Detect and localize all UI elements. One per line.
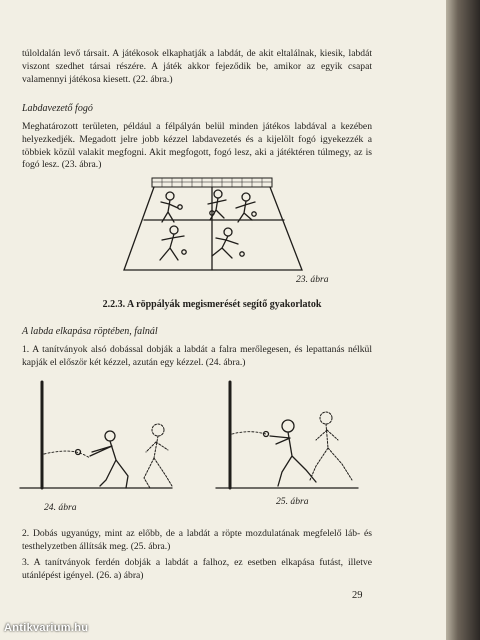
paragraph-exercise-1: 1. A tanítványok alsó dobással dobják a labdát a falra merőlegesen, és lepattanás nélkül kapják el először két kézzel, azután egy kézzel. (24. ábra.) <box>22 344 372 368</box>
paragraph-game-end: túloldalán levő társait. A játékosok elkaphatják a labdát, de akit eltalálnak, kiesik, labdát viszont szedhet társai részére. A játék akkor fejeződik be, amikor az egyik csapat valamennyi játékosa kiesett. (22. ábra.) <box>22 48 372 85</box>
caption-figure-24: 24. ábra <box>44 502 77 513</box>
heading-catch-at-wall: A labda elkapása röptében, falnál <box>22 326 158 337</box>
paragraph-dribble-tag: Meghatározott területen, például a félpályán belül minden játékos labdával a kezében helyezkedjék. Megadott jelre jobb kézzel labdavezetés és a kijelölt fogó igyekezzék a többiek közül valakit megfogni. Akit megfogott, fogó lesz, aki a játéktéren túlmegy, az is fogó lesz. (23. ábra.) <box>22 121 372 171</box>
page-number: 29 <box>352 590 363 601</box>
watermark-text: Antikvarium.hu <box>4 622 89 634</box>
heading-ball-dribble-tag: Labdavezető fogó <box>22 103 93 114</box>
caption-figure-25: 25. ábra <box>276 496 309 507</box>
paragraph-exercise-3: 3. A tanítványok ferdén dobják a labdát a falhoz, ez esetben elkapása futást, illetve utánlépést igényel. (26. a) ábra) <box>22 557 372 581</box>
book-binding-edge <box>446 0 480 640</box>
caption-figure-23: 23. ábra <box>296 274 329 285</box>
paragraph-exercise-2: 2. Dobás ugyanúgy, mint az előbb, de a labdát a röpte mozdulatának megfelelő láb- és testhelyzetben állítsák meg. (25. ábra.) <box>22 528 372 552</box>
figure-24-25-wall-catch-illustration <box>20 380 370 495</box>
section-heading-trajectories: 2.2.3. A röppályák megismerését segítő gyakorlatok <box>102 299 322 310</box>
figure-23-court-illustration <box>118 178 308 278</box>
